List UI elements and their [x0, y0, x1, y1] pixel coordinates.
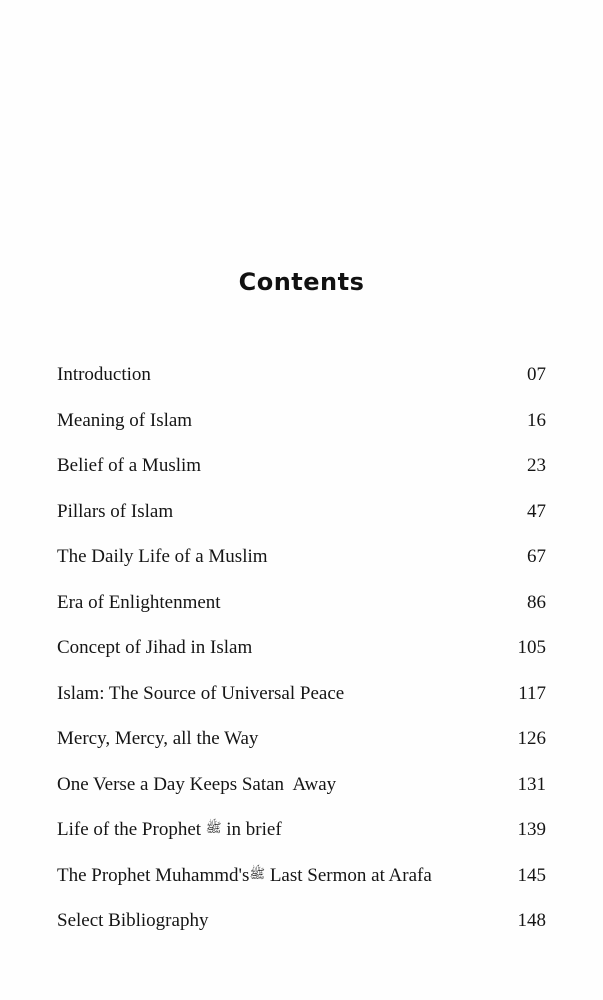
entry-title: One Verse a Day Keeps Satan Away [57, 773, 337, 795]
contents-heading: Contents [238, 268, 365, 296]
entry-title: Select Bibliography [57, 910, 209, 931]
toc-entry [57, 546, 546, 592]
entry-page-number: 117 [518, 682, 546, 704]
entry-title: Introduction [57, 364, 151, 385]
entry-title-end: in brief [221, 819, 282, 840]
entry-title-start: Life of the Prophet [57, 819, 206, 840]
entry-title: Islam: The Source of Universal Peace [57, 682, 345, 704]
toc-entry [57, 774, 546, 820]
toc-entry [57, 819, 546, 865]
entry-title: Concept of Jihad in Islam [57, 637, 253, 658]
toc-entry [57, 455, 546, 501]
toc-entry [57, 728, 546, 774]
entry-title: Mercy, Mercy, all the Way [57, 728, 259, 749]
entry-title: Meaning of Islam [57, 409, 193, 431]
toc-entry [57, 592, 546, 638]
toc-entry [57, 683, 546, 729]
entry-page-number: 148 [517, 910, 546, 931]
entry-page-number: 126 [517, 728, 546, 749]
entry-page-number: 86 [527, 591, 546, 613]
entry-page-number: 67 [527, 546, 546, 567]
entry-title: Era of Enlightenment [57, 591, 221, 613]
honorific-glyph: ﷺ [249, 866, 266, 882]
toc-entry [57, 364, 546, 410]
entry-page-number: 139 [517, 819, 546, 840]
toc-entry [57, 501, 546, 547]
entry-page-number: 145 [517, 864, 546, 886]
entry-title [57, 819, 282, 841]
entry-title-end: Last Sermon at Arafa [265, 864, 432, 886]
entry-page-number: 131 [517, 773, 546, 795]
entry-page-number: 105 [517, 637, 546, 658]
entry-title: Belief of a Muslim [57, 455, 202, 476]
table-of-contents [57, 364, 546, 956]
entry-page-number: 07 [527, 364, 546, 385]
toc-entry [57, 910, 546, 956]
toc-entry [57, 865, 546, 911]
honorific-glyph: ﷺ [205, 821, 222, 836]
entry-title [57, 865, 432, 887]
toc-entry [57, 637, 546, 683]
entry-title: Pillars of Islam [57, 500, 174, 522]
toc-entry [57, 410, 546, 456]
entry-page-number: 16 [527, 409, 546, 431]
entry-title-start: The Prophet Muhammd's [57, 864, 250, 886]
entry-page-number: 47 [527, 500, 546, 522]
entry-title: The Daily Life of a Muslim [57, 546, 268, 567]
entry-page-number: 23 [527, 455, 546, 476]
